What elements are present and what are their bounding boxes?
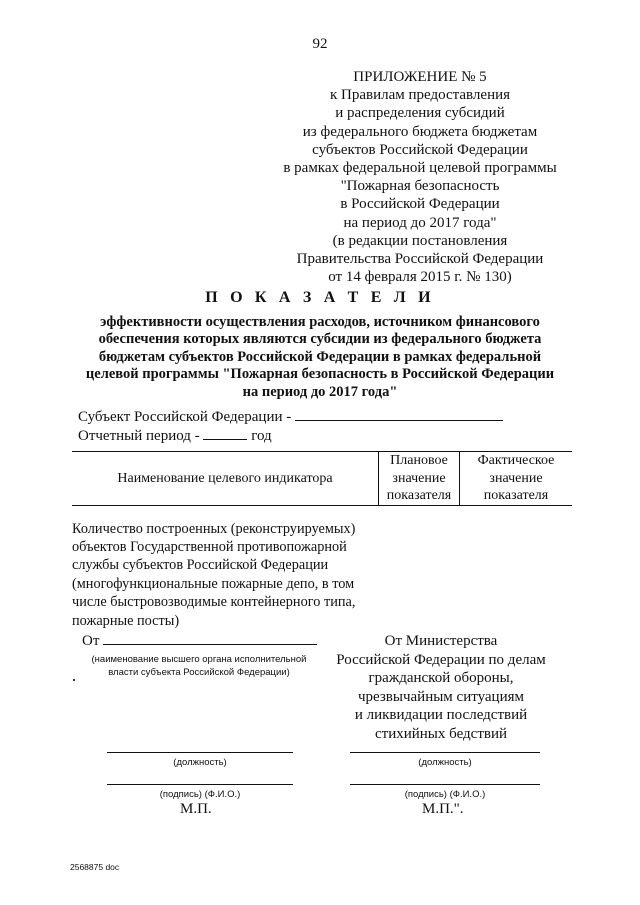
appendix-line: "Пожарная безопасность (340, 178, 500, 195)
left-position-line[interactable] (107, 752, 293, 753)
right-signature-note: (подпись) (Ф.И.О.) (404, 789, 486, 800)
left-from-label: От (82, 633, 100, 649)
actual-value-cell[interactable] (460, 505, 573, 630)
left-from-field (82, 633, 317, 650)
right-authority-line: Российской Федерации по делам (336, 651, 546, 668)
document-subheading (70, 314, 570, 401)
appendix-header (270, 68, 570, 286)
header-actual-line: Фактическое (477, 453, 555, 468)
period-suffix: год (251, 428, 272, 444)
period-blank[interactable] (203, 439, 247, 440)
subheading-line: эффективности осуществления расходов, источником финансового (100, 314, 540, 330)
appendix-line: и распределения субсидий (335, 105, 505, 122)
appendix-line: от 14 февраля 2015 г. № 130) (328, 269, 512, 286)
table-header-row (72, 452, 572, 506)
document-reference: 2568875 doc (70, 862, 120, 872)
appendix-line: субъектов Российской Федерации (312, 141, 528, 158)
indicator-name-line: числе быстровозводимые контейнерного типа, (72, 594, 356, 611)
subject-label: Субъект Российской Федерации - (78, 409, 292, 425)
stray-mark (73, 679, 75, 681)
table-row (72, 505, 572, 630)
left-position-note: (должность) (173, 757, 227, 768)
indicator-name-line: Количество построенных (реконструируемых) (72, 520, 356, 537)
subject-field (78, 409, 503, 426)
appendix-line: (в редакции постановления (332, 232, 508, 249)
subject-blank[interactable] (295, 420, 503, 421)
document-heading: П О К А З А Т Е Л И (205, 289, 435, 306)
left-signature-line[interactable] (107, 784, 293, 785)
header-indicator-name (72, 452, 379, 506)
right-authority-line: гражданской обороны, (368, 670, 514, 686)
subheading-line: обеспечения которых являются субсидии из федерального бюджета (98, 331, 542, 348)
right-signature-line[interactable] (350, 784, 540, 785)
indicator-table (72, 451, 572, 630)
indicator-name-line: пожарные посты) (72, 612, 180, 629)
left-signature-note: (подпись) (Ф.И.О.) (159, 789, 241, 800)
appendix-line: на период до 2017 года" (343, 214, 497, 231)
planned-value-cell[interactable] (379, 505, 460, 630)
indicator-name-line: (многофункциональные пожарные депо, в том (72, 575, 355, 592)
right-position-note: (должность) (418, 757, 472, 768)
page-number: 92 (312, 36, 328, 52)
header-indicator-name-text: Наименование целевого индикатора (117, 470, 333, 486)
appendix-line: в Российской Федерации (340, 196, 500, 213)
header-actual-line: значение (489, 470, 543, 486)
period-label: Отчетный период - (78, 428, 200, 444)
right-authority-line: От Министерства (384, 633, 498, 649)
indicator-name-line: службы субъектов Российской Федерации (72, 557, 329, 574)
left-organ-note (80, 653, 318, 679)
period-field (78, 428, 272, 445)
subheading-line: бюджетам субъектов Российской Федерации в рамках федеральной (98, 348, 542, 365)
appendix-line: к Правилам предоставления (329, 87, 511, 104)
appendix-line: Правительства Российской Федерации (296, 251, 544, 268)
header-planned-line: значение (392, 470, 446, 486)
right-authority-line: чрезвычайным ситуациям (358, 688, 524, 705)
left-organ-note-line: (наименование высшего органа исполнительной (91, 654, 307, 665)
indicator-name-cell (72, 505, 379, 630)
appendix-line: ПРИЛОЖЕНИЕ № 5 (353, 69, 487, 85)
right-position-line[interactable] (350, 752, 540, 753)
header-actual-line: показателя (483, 488, 549, 503)
subheading-line: на период до 2017 года" (242, 383, 398, 400)
right-authority-line: стихийных бедствий (374, 725, 508, 742)
left-from-blank[interactable] (103, 644, 317, 645)
header-planned-line: Плановое (390, 453, 448, 468)
subheading-line: целевой программы "Пожарная безопасность в Российской Федерации (85, 366, 555, 383)
header-actual-value (460, 452, 573, 506)
left-stamp-label: М.П. (180, 801, 212, 817)
right-authority-block (326, 632, 556, 743)
right-stamp-label: М.П.". (422, 801, 464, 817)
header-planned-line: показателя (386, 488, 452, 503)
header-planned-value (379, 452, 460, 506)
appendix-line: в рамках федеральной целевой программы (283, 160, 557, 177)
indicator-name-line: объектов Государственной противопожарной (72, 538, 347, 555)
left-organ-note-line: власти субъекта Российской Федерации) (108, 667, 290, 678)
right-authority-line: и ликвидации последствий (354, 707, 528, 723)
appendix-line: из федерального бюджета бюджетам (302, 123, 538, 140)
